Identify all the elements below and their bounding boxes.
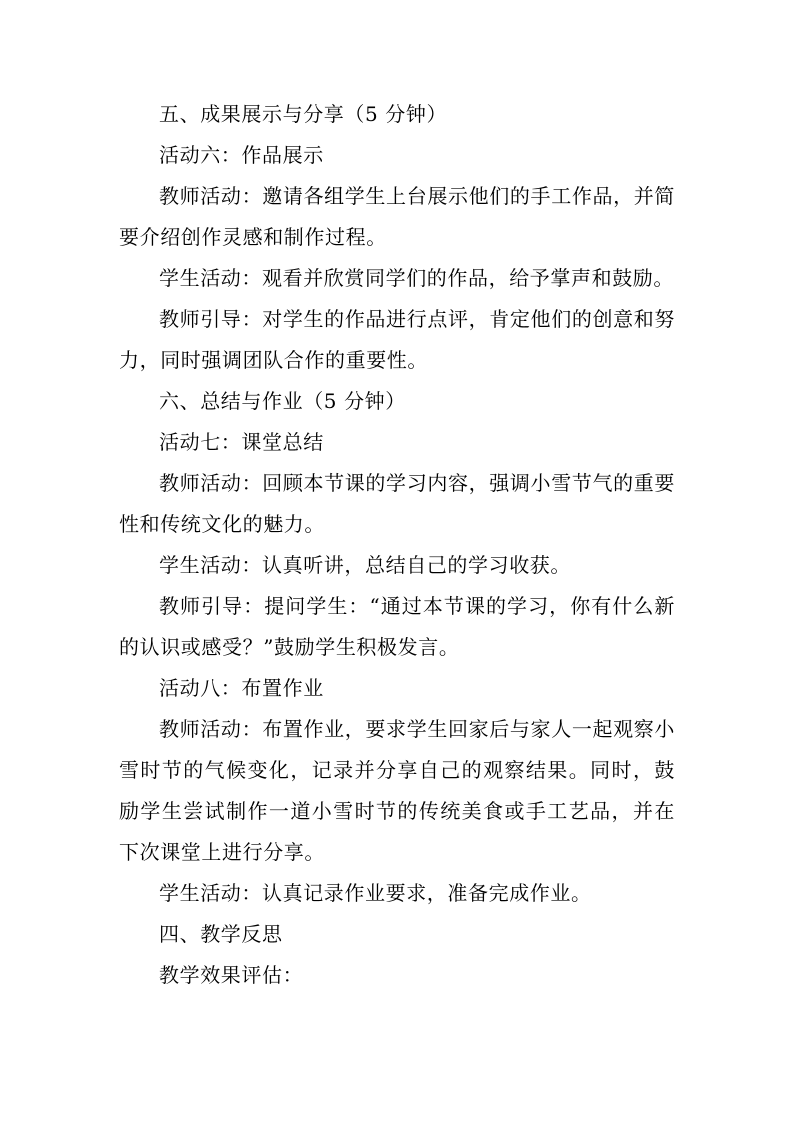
teacher-activity-paragraph: 教师活动：布置作业，要求学生回家后与家人一起观察小雪时节的气候变化，记录并分享自己的观察结果。同时，鼓励学生尝试制作一道小雪时节的传统美食或手工艺品，并在下次课堂上进行分享。 bbox=[119, 717, 675, 864]
student-activity-paragraph: 学生活动：认真听讲，总结自己的学习收获。 bbox=[159, 553, 571, 577]
activity-seven-title: 活动七：课堂总结 bbox=[159, 430, 324, 454]
activity-eight-title: 活动八：布置作业 bbox=[159, 676, 324, 700]
activity-six-title: 活动六：作品展示 bbox=[159, 143, 324, 167]
student-activity-paragraph: 学生活动：认真记录作业要求，准备完成作业。 bbox=[159, 881, 592, 905]
teacher-guidance-paragraph: 教师引导：对学生的作品进行点评，肯定他们的创意和努力，同时强调团队合作的重要性。 bbox=[119, 307, 675, 372]
section-heading-summary-homework: 六、总结与作业（5 分钟） bbox=[159, 389, 406, 413]
teacher-guidance-paragraph: 教师引导：提问学生：“通过本节课的学习，你有什么新的认识或感受？”鼓励学生积极发言。 bbox=[119, 594, 675, 659]
section-heading-teaching-reflection: 四、教学反思 bbox=[159, 922, 283, 946]
teaching-effect-evaluation-label: 教学效果评估： bbox=[159, 963, 304, 987]
student-activity-paragraph: 学生活动：观看并欣赏同学们的作品，给予掌声和鼓励。 bbox=[159, 266, 674, 290]
teacher-activity-paragraph: 教师活动：邀请各组学生上台展示他们的手工作品，并简要介绍创作灵感和制作过程。 bbox=[119, 184, 675, 249]
section-heading-results-sharing: 五、成果展示与分享（5 分钟） bbox=[159, 102, 448, 126]
document-body bbox=[119, 94, 675, 996]
teacher-activity-paragraph: 教师活动：回顾本节课的学习内容，强调小雪节气的重要性和传统文化的魅力。 bbox=[119, 471, 675, 536]
